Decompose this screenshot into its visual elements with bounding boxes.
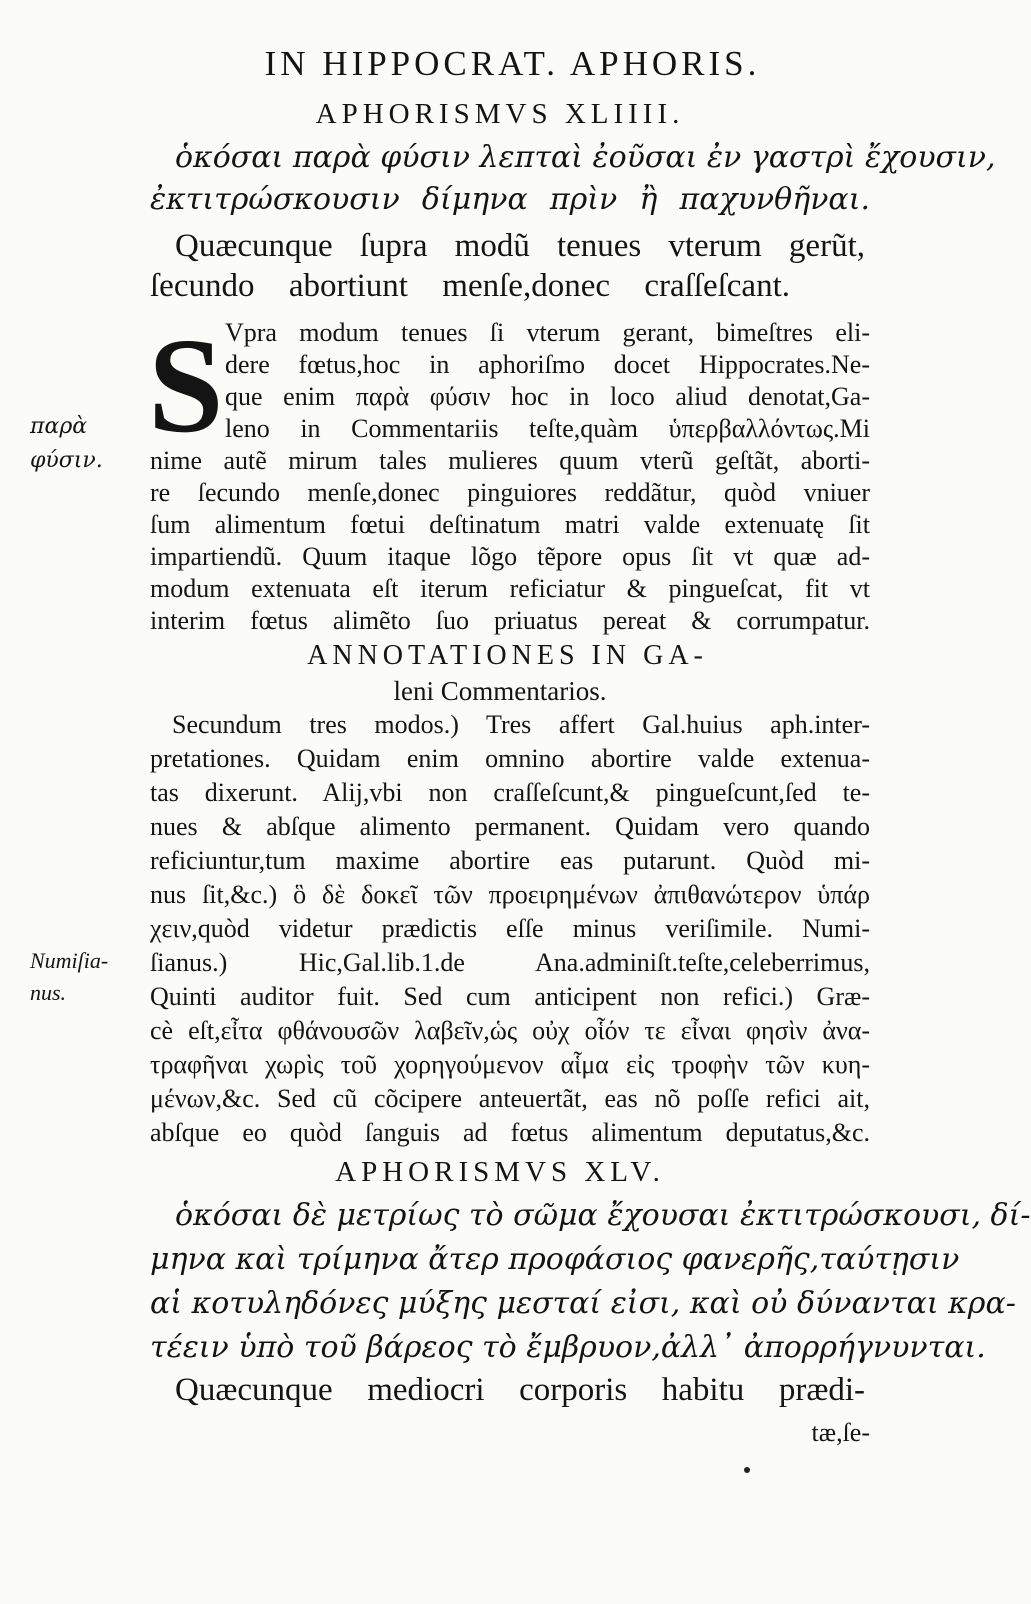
aphorism-45-greek-line: ὁκόσαι δὲ μετρίως τὸ σῶμα ἔχουσαι ἐκτιτρώσκουσι, δί- — [175, 1198, 1031, 1233]
commentary-line: que enim παρὰ φύσιν hoc in loco aliud denotat,Ga- — [225, 382, 870, 411]
aphorism-45-heading: APHORISMVS XLV. — [335, 1156, 665, 1188]
margin-note-line: φύσιν. — [30, 448, 103, 473]
commentary-line: Vpra modum tenues ſi vterum gerant, bimeſtres eli- — [225, 318, 870, 347]
commentary-line: ſum alimentum fœtui deſtinatum matri valde extenuatę ſit — [150, 510, 870, 539]
annotationes-subheading: leni Commentarios. — [393, 676, 607, 706]
annotation-line: χειν,quòd videtur prædictis eſſe minus veriſimile. Numi- — [150, 914, 870, 943]
commentary-line: dere fœtus,hoc in aphoriſmo docet Hippocrates.Ne- — [225, 350, 870, 379]
annotation-line: Quinti auditor fuit. Sed cum anticipent non refici.) Græ- — [150, 982, 870, 1011]
commentary-line: re ſecundo menſe,donec pinguiores reddãtur, quòd vniuer — [150, 478, 870, 507]
ink-dot — [744, 1467, 750, 1473]
annotation-line: reficiuntur,tum maxime abortire eas putarunt. Quòd mi- — [150, 846, 870, 875]
aphorism-45-greek-line: αἱ κοτυληδόνες μύξης μεσταί εἰσι, καὶ οὐ δύνανται κρα- — [150, 1286, 1016, 1321]
drop-cap: S — [148, 311, 224, 461]
aphorism-45-greek-line: τέειν ὑπὸ τοῦ βάρεος τὸ ἔμβρυον,ἀλλ᾽ ἀπορρήγνυνται. — [150, 1330, 986, 1365]
commentary-line: modum extenuata eſt iterum reficiatur & pingueſcat, fit vt — [150, 574, 870, 603]
annotation-line: Secundum tres modos.) Tres affert Gal.huius aph.inter- — [172, 710, 870, 739]
aphorism-44-greek-line: ὁκόσαι παρὰ φύσιν λεπταὶ ἐοῦσαι ἐν γαστρὶ ἔχουσιν, — [175, 140, 996, 175]
catchword: tæ,ſe- — [811, 1418, 870, 1447]
commentary-line: interim fœtus alimẽto ſuo priuatus pereat & corrumpatur. — [150, 606, 870, 635]
annotation-line: nus ſit,&c.) ὃ δὲ δοκεῖ τῶν προειρημένων ἀπιθανώτερον ὑπάρ — [150, 880, 870, 909]
aphorism-45-latin-line: Quæcunque mediocri corporis habitu prædi- — [175, 1372, 865, 1408]
annotation-line: ſianus.) Hic,Gal.lib.1.de Ana.adminiſt.teſte,celeberrimus, — [150, 948, 870, 977]
running-head: IN HIPPOCRAT. APHORIS. — [264, 44, 761, 83]
aphorism-44-latin-line: ſecundo abortiunt menſe,donec craſſeſcant. — [150, 268, 790, 304]
commentary-line: leno in Commentariis teſte,quàm ὑπερβαλλόντως.Mi — [225, 414, 870, 443]
aphorism-44-greek-line: ἐκτιτρώσκουσιν δίμηνα πρὶν ἢ παχυνθῆναι. — [150, 182, 870, 217]
margin-note-line: nus. — [30, 980, 67, 1005]
commentary-line: impartiendũ. Quum itaque lõgo tẽpore opus ſit vt quæ ad- — [150, 542, 870, 571]
aphorism-45-greek-line: μηνα καὶ τρίμηνα ἄτερ προφάσιος φανερῆς,ταύτῃσιν — [150, 1242, 960, 1277]
annotation-line: μένων,&c. Sed cũ cõcipere anteuertãt, eas nõ poſſe refici ait, — [150, 1084, 870, 1113]
aphorism-44-heading: APHORISMVS XLIIII. — [315, 98, 685, 130]
annotation-line: abſque eo quòd ſanguis ad fœtus alimentum deputatus,&c. — [150, 1118, 870, 1147]
margin-note-line: Numiſia- — [30, 948, 109, 973]
annotation-line: pretationes. Quidam enim omnino abortire valde extenua- — [150, 744, 870, 773]
annotation-line: cè eſt,εἶτα φθάνουσῶν λαβεῖν,ὡς οὐχ οἷόν τε εἶναι φησὶν ἀνα- — [150, 1016, 870, 1045]
annotation-line: τραφῆναι χωρὶς τοῦ χορηγούμενον αἷμα εἰς τροφὴν τῶν κυη- — [150, 1050, 870, 1079]
margin-note-line: παρὰ — [30, 414, 88, 439]
annotation-line: nues & abſque alimento permanent. Quidam vero quando — [150, 812, 870, 841]
commentary-line: nime autẽ mirum tales mulieres quum vterũ geſtãt, aborti- — [150, 446, 870, 475]
annotation-line: tas dixerunt. Alij,vbi non craſſeſcunt,& pingueſcunt,ſed te- — [150, 778, 870, 807]
annotationes-heading: ANNOTATIONES IN GA- — [307, 640, 708, 671]
aphorism-44-latin-line: Quæcunque ſupra modũ tenues vterum gerũt, — [175, 228, 865, 264]
